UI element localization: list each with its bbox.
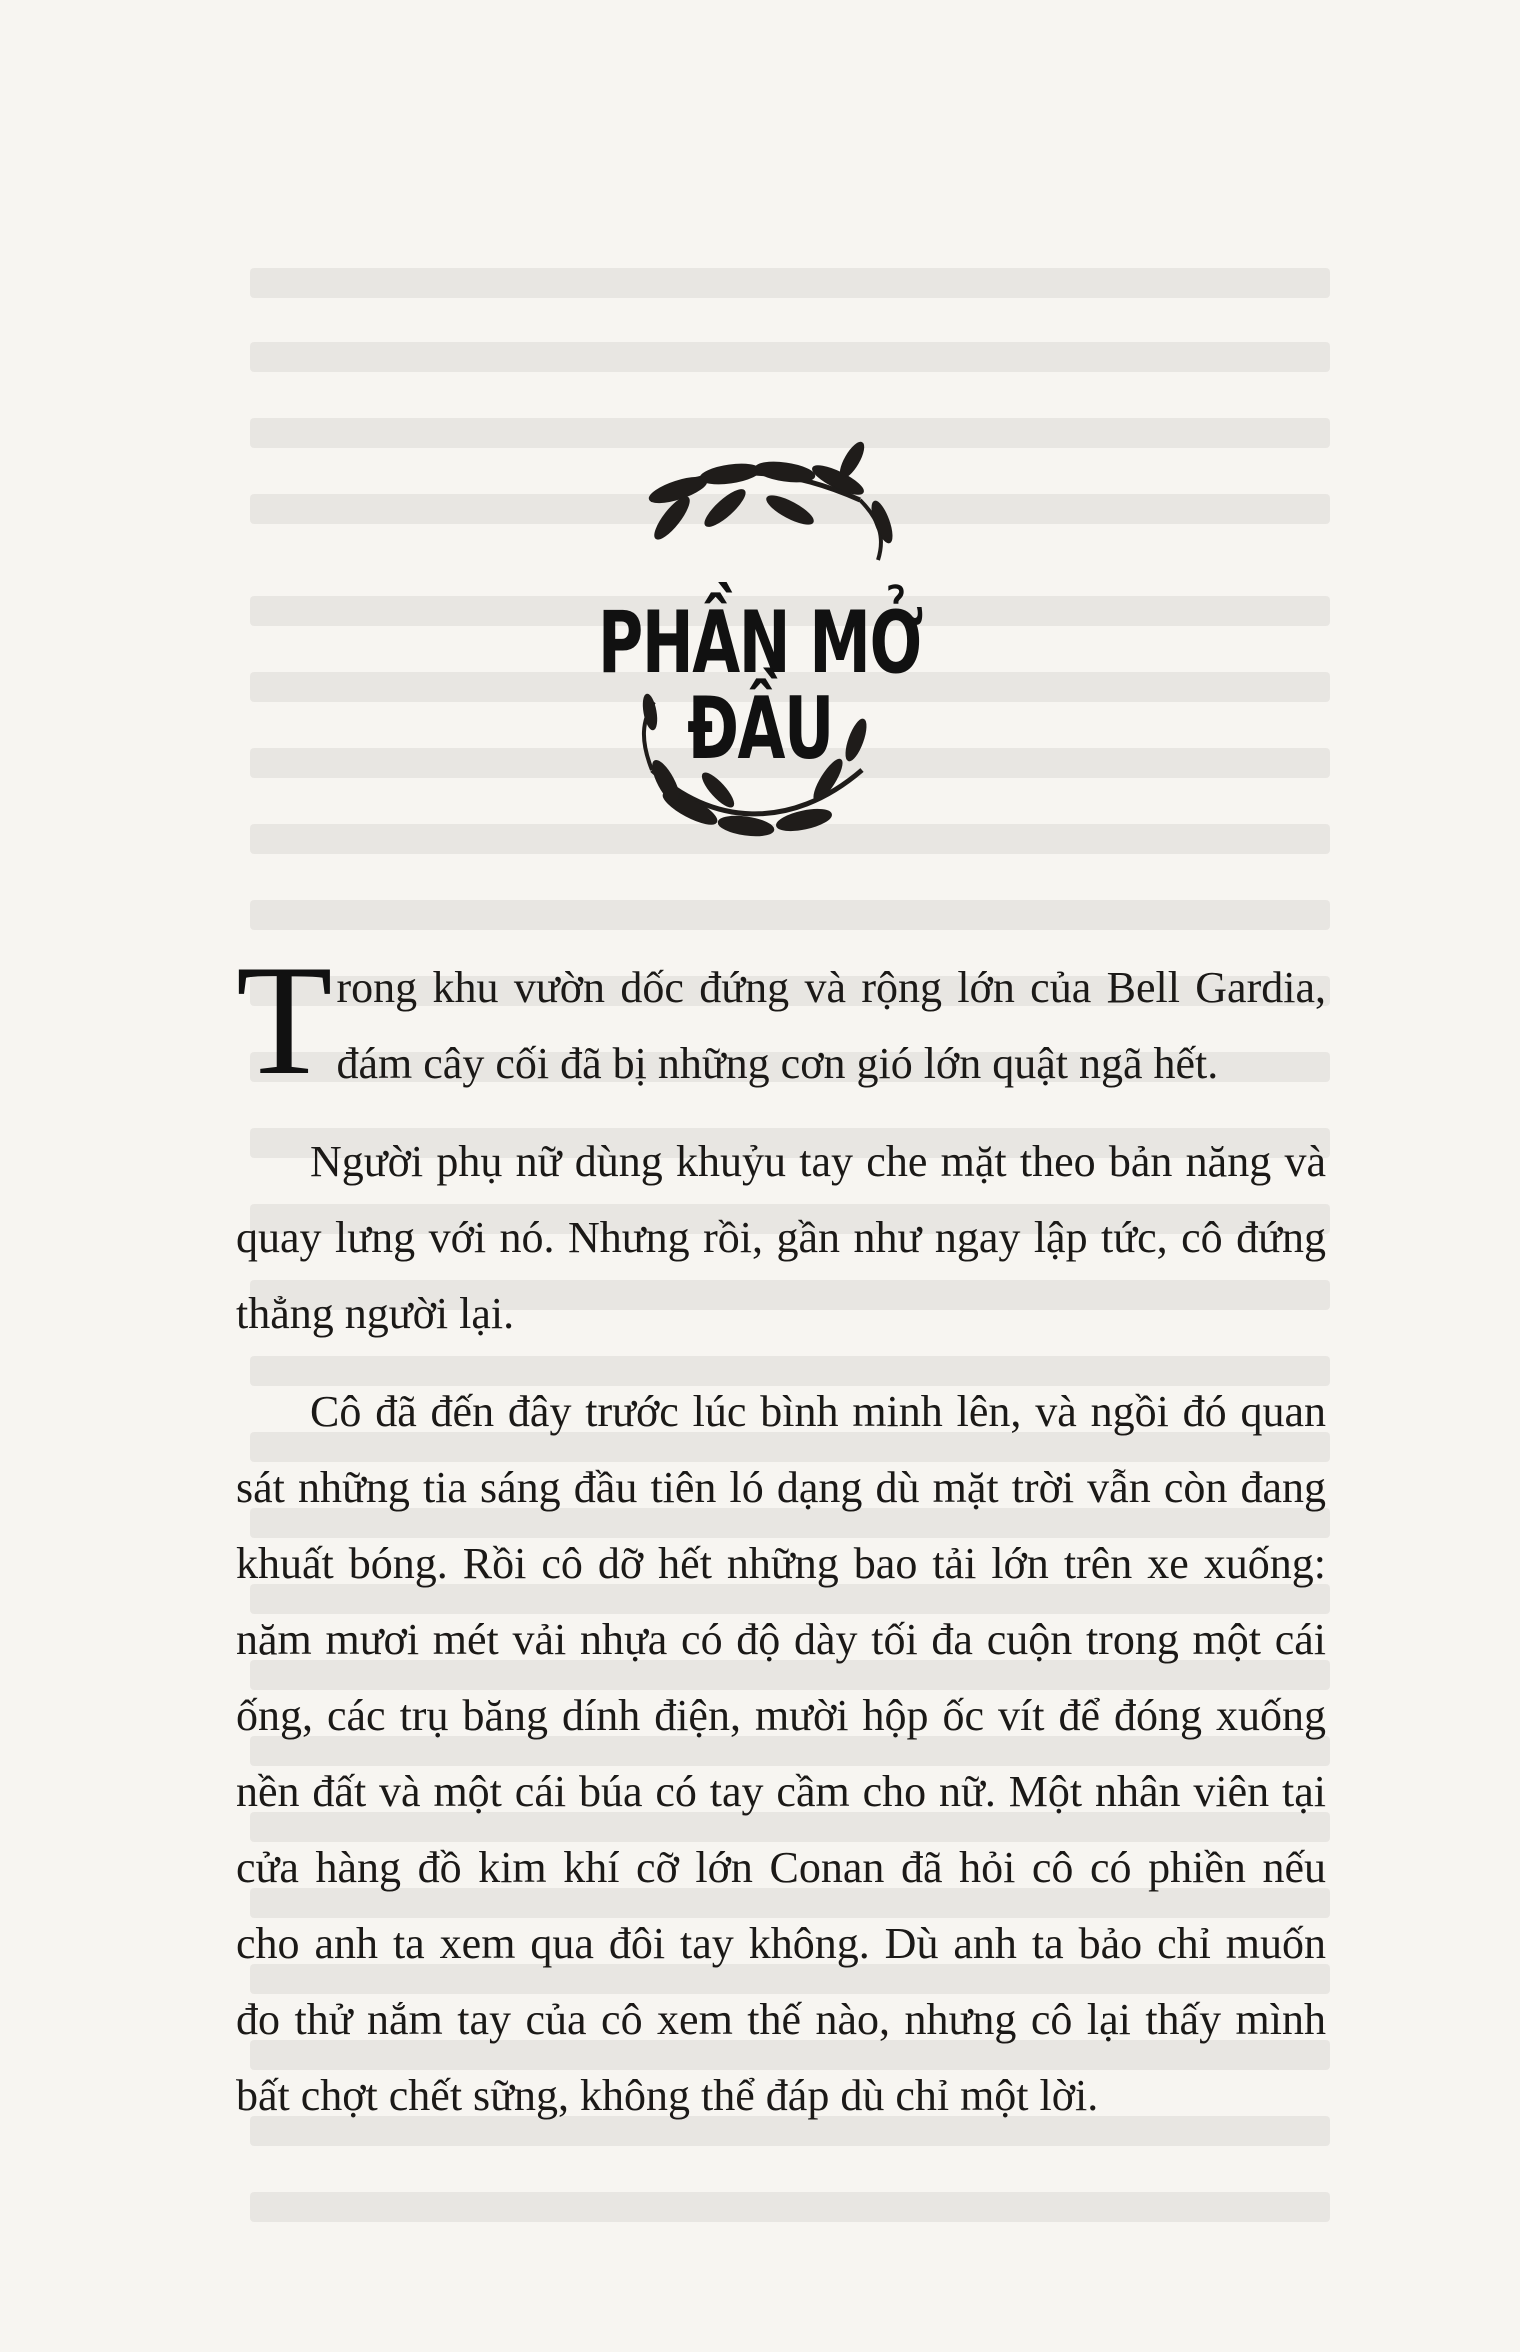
drop-cap: T: [236, 933, 333, 1108]
body-paragraph: Cô đã đến đây trước lúc bình minh lên, và ngồi đó quan sát những tia sáng đầu tiên ló dạng dù mặt trời vẫn còn đang khuất bóng. Rồi cô dỡ hết những bao tải lớn trên xe xuống: năm mươi mét vải nhựa có độ dày tối đa cuộn trong một cái ống, các trụ băng dính điện, mười hộp ốc vít để đóng xuống nền đất và một cái búa có tay cầm cho nữ. Một nhân viên tại cửa hàng đồ kim khí cỡ lớn Conan đã hỏi cô có phiền nếu cho anh ta xem qua đôi tay không. Dù anh ta bảo chỉ muốn đo thử nắm tay của cô xem thế nào, nhưng cô lại thấy mình bất chợt chết sững, không thể đáp dù chỉ một lời.: [236, 1387, 1326, 2120]
opening-paragraph: [236, 933, 1326, 1108]
chapter-title: PHẦN MỞ ĐẦU: [597, 593, 923, 779]
chapter-body: [236, 933, 1326, 2134]
opening-paragraph-text: rong khu vườn dốc đứng và rộng lớn của Bell Gardia, đám cây cối đã bị những cơn gió lớn quật ngã hết.: [336, 963, 1326, 1088]
body-paragraph: Người phụ nữ dùng khuỷu tay che mặt theo bản năng và quay lưng với nó. Nhưng rồi, gần như ngay lập tức, cô đứng thẳng người lại.: [236, 1137, 1326, 1338]
